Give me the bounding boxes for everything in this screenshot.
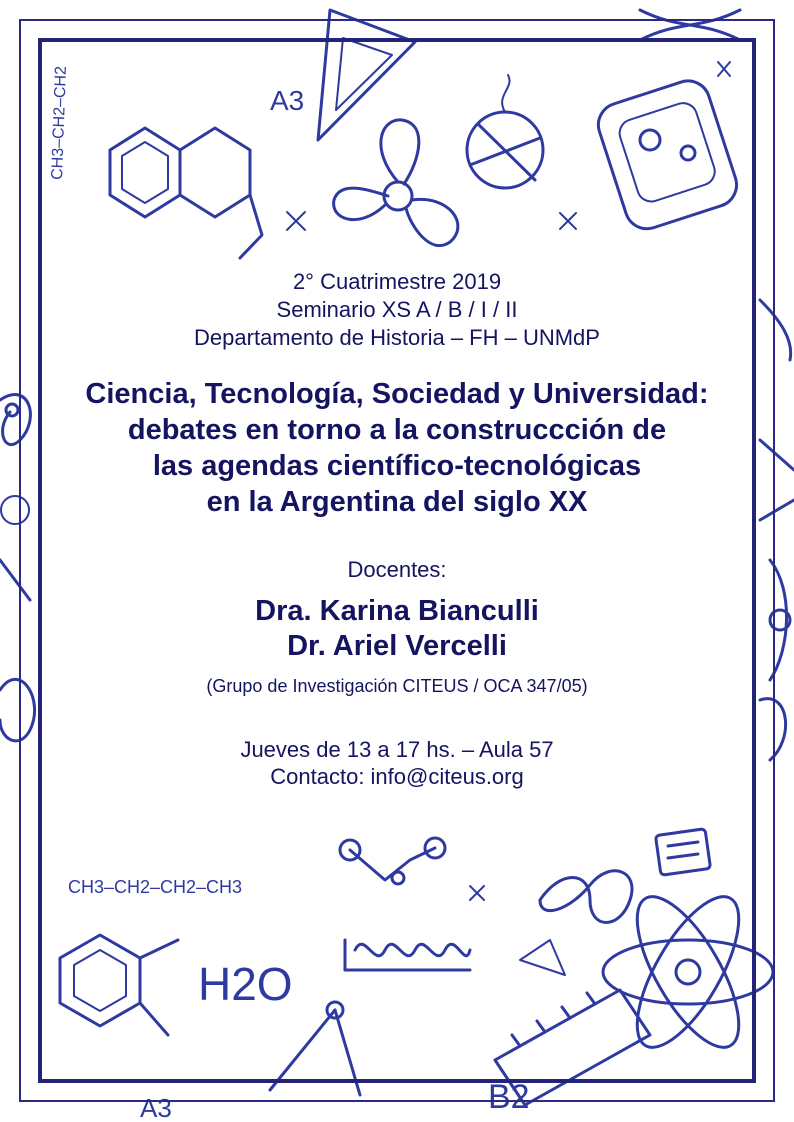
research-group-text: (Grupo de Investigación CITEUS / OCA 347/05) [206, 676, 588, 696]
title-line: Ciencia, Tecnología, Sociedad y Universidad: [85, 378, 709, 410]
docentes-label: Docentes: [347, 557, 447, 582]
teacher-name: Dra. Karina Bianculli [255, 595, 539, 627]
schedule-text: Jueves de 13 a 17 hs. – Aula 57 [240, 737, 554, 762]
title-line: debates en torno a la construccción de [127, 414, 667, 446]
seminar-text: Seminario XS A / B / I / II [276, 297, 518, 322]
contact-text: Contacto: info@citeus.org [270, 764, 524, 789]
area-bottom-text: A3 [140, 1093, 172, 1122]
department-text: Departamento de Historia – FH – UNMdP [194, 325, 600, 350]
water-formula-text: H2O [198, 958, 293, 1010]
term-text: 2° Cuatrimestre 2019 [292, 269, 502, 294]
area-text: A3 [270, 85, 305, 116]
formula-top-text: CH3–CH2–CH2 [49, 65, 70, 181]
formula-bottom-text: CH3–CH2–CH2–CH3 [68, 877, 243, 897]
title-line: las agendas científico-tecnológicas [152, 450, 642, 482]
teachers-list [42, 594, 752, 664]
seminar-title [42, 376, 752, 520]
teacher-name: Dr. Ariel Vercelli [287, 630, 507, 662]
poster-content [42, 268, 752, 790]
schedule-block [42, 736, 752, 790]
b-squared-text: B2 [488, 1078, 530, 1116]
header-block [42, 268, 752, 352]
title-line: en la Argentina del siglo XX [206, 486, 588, 518]
